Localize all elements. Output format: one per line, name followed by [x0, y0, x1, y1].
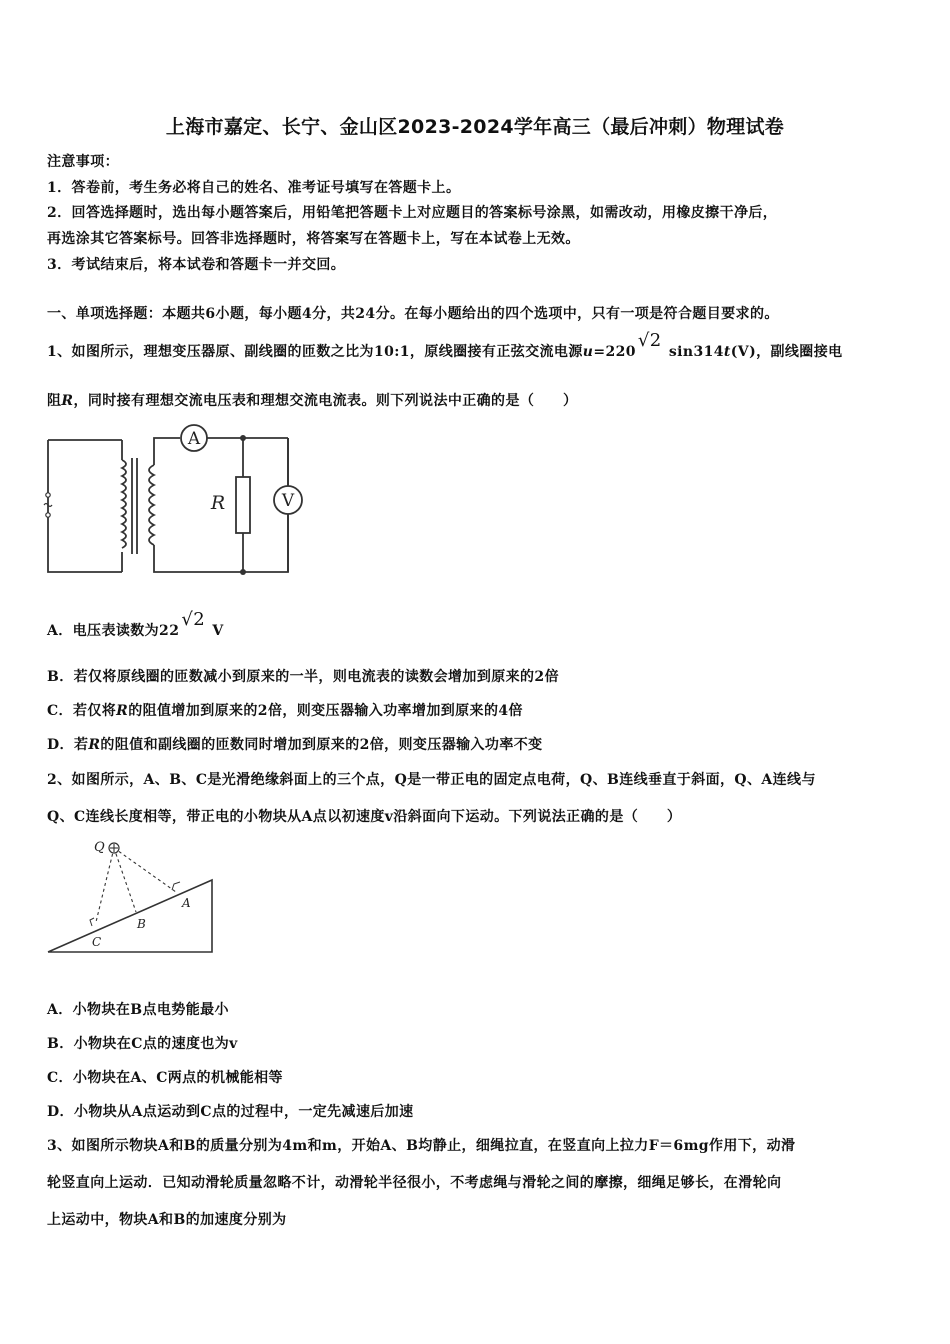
q1-stem-line2: 阻R，同时接有理想交流电压表和理想交流电流表。则下列说法中正确的是（ ）: [47, 393, 578, 409]
q2-option-d[interactable]: D．小物块从A点运动到C点的过程中，一定先减速后加速: [47, 1104, 414, 1120]
q2-stem-line2: Q、C连线长度相等，带正电的小物块从A点以初速度v沿斜面向下运动。下列说法正确的是（ ）: [47, 809, 682, 825]
q1-text-d: (V)，副线圈接电: [730, 344, 843, 360]
resistor-label: R: [210, 492, 226, 514]
notice-item-2: 2．回答选择题时，选出每小题答案后，用铅笔把答题卡上对应题目的答案标号涂黑，如需改动，用橡皮擦干净后，: [47, 205, 778, 221]
notice-heading: 注意事项：: [47, 154, 119, 170]
page-title: 上海市嘉定、长宁、金山区2023-2024学年高三（最后冲刺）物理试卷: [165, 116, 785, 138]
sqrt2-symbol: √2: [637, 330, 662, 351]
q1-text-b: =220: [593, 344, 636, 360]
q2-stem-line1: 2、如图所示，A、B、C是光滑绝缘斜面上的三个点，Q是一带正电的固定点电荷，Q、B连线垂直于斜面，Q、A连线与: [47, 772, 816, 788]
q1-var-r: R: [61, 393, 74, 409]
q1-text-c: sin314: [663, 344, 724, 360]
notice-item-2-cont: 再选涂其它答案标号。回答非选择题时，将答案写在答题卡上，写在本试卷上无效。: [47, 231, 580, 247]
q3-stem-line1: 3、如图所示物块A和B的质量分别为4m和m，开始A、B均静止，细绳拉直，在竖直向上拉力F＝6mg作用下，动滑: [47, 1138, 796, 1154]
q1-option-a[interactable]: A．电压表读数为22√2 V: [47, 609, 224, 639]
point-b-label: B: [137, 917, 146, 931]
q2-option-a[interactable]: A．小物块在B点电势能最小: [47, 1002, 229, 1018]
q1-var-u: u: [582, 344, 594, 360]
q1-option-c[interactable]: C．若仅将R的阻值增加到原来的2倍，则变压器输入功率增加到原来的4倍: [47, 703, 523, 719]
notice-item-3: 3．考试结束后，将本试卷和答题卡一并交回。: [47, 257, 346, 273]
q3-stem-line2: 轮竖直向上运动．已知动滑轮质量忽略不计，动滑轮半径很小，不考虑绳与滑轮之间的摩擦，细绳足够长，在滑轮向: [47, 1175, 782, 1191]
ammeter-label: A: [187, 429, 201, 449]
point-c-label: C: [92, 935, 102, 949]
q1-circuit-figure: [44, 425, 354, 575]
q1-option-d[interactable]: D．若R的阻值和副线圈的匝数同时增加到原来的2倍，则变压器输入功率不变: [47, 737, 543, 753]
q1-stem-line1: [47, 330, 843, 361]
q2-option-c[interactable]: C．小物块在A、C两点的机械能相等: [47, 1070, 283, 1086]
q3-stem-line3: 上运动中，物块A和B的加速度分别为: [47, 1212, 287, 1228]
charge-q-label: Q: [94, 840, 105, 855]
q2-option-b[interactable]: B．小物块在C点的速度也为v: [47, 1036, 238, 1052]
section-heading: 一、单项选择题：本题共6小题，每小题4分，共24分。在每小题给出的四个选项中，只有一项是符合题目要求的。: [47, 306, 779, 322]
q1-text-a: 1、如图所示，理想变压器原、副线圈的匝数之比为10:1，原线圈接有正弦交流电源: [47, 344, 583, 360]
voltmeter-label: V: [281, 491, 295, 511]
point-a-label: A: [182, 896, 191, 910]
q1-option-b[interactable]: B．若仅将原线圈的匝数减小到原来的一半，则电流表的读数会增加到原来的2倍: [47, 669, 559, 685]
notice-item-1: 1．答卷前，考生务必将自己的姓名、准考证号填写在答题卡上。: [47, 180, 461, 196]
q1-var-t: t: [723, 344, 731, 360]
q2-incline-figure: [44, 836, 224, 956]
sqrt2-symbol: √2: [181, 609, 206, 630]
